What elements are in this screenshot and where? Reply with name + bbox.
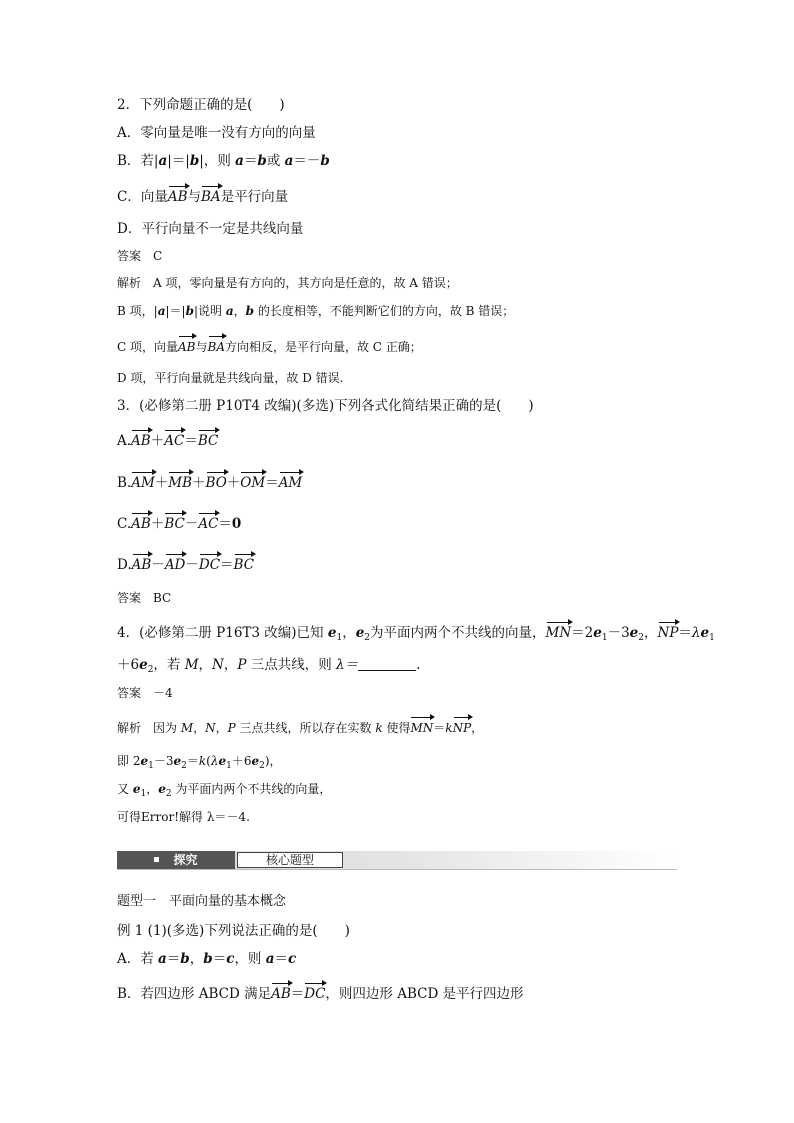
q4-title-line2: $+6e_2$，若 M，N，P 三点共线，则 λ＝ . (117, 657, 421, 675)
vector-ab: AB (178, 337, 195, 356)
answer-blank (358, 658, 416, 671)
type1-heading: 题型一 平面向量的基本概念 (117, 894, 287, 909)
vector-ba: BA (208, 337, 225, 356)
q3-option-a: A.AB＋AC＝BC (117, 433, 219, 449)
q2-option-a: A．零向量是唯一没有方向的向量 (117, 125, 316, 141)
q3-option-d: D.AB－AD－DC＝BC (117, 557, 255, 573)
q2-explanation-3: C 项，向量AB与BA方向相反，是平行向量，故 C 正确； (117, 337, 422, 356)
q3-option-b: B.AM＋MB＋BO＋OM＝AM (117, 475, 303, 491)
example1-option-b: B．若四边形 ABCD 满足AB＝DC，则四边形 ABCD 是平行四边形 (117, 986, 524, 1002)
square-bullet-icon (154, 857, 159, 862)
q2-explanation-2: B 项，|a|＝|b|说明 a，b 的长度相等，不能判断它们的方向，故 B 错误； (117, 304, 515, 318)
example1-option-a: A．若 a＝b，b＝c，则 a＝c (117, 951, 297, 967)
q3-answer: 答案 BC (117, 591, 172, 605)
q4-explanation-3: 又 $e_1$，$e_2$ 为平面内两个不共线的向量， (117, 782, 332, 799)
q3-option-c: C.AB＋BC－AC＝0 (117, 516, 242, 532)
q2-answer: 答案 C (117, 249, 163, 263)
section-banner (117, 851, 677, 870)
vector-ab: AB (167, 189, 188, 205)
q4-title-line1: 4．(必修第二册 P16T3 改编)已知 $e_1$，$e_2$为平面内两个不共线的向量，$MN=2e_1-3e_2$，$NP=\lambda e_1$ (117, 625, 715, 643)
example1-title: 例 1 (1)(多选)下列说法正确的是( ) (117, 923, 350, 939)
vector-ba: BA (201, 189, 221, 205)
q3-title: 3．(必修第二册 P10T4 改编)(多选)下列各式化简结果正确的是( ) (117, 398, 534, 414)
section-tag: 探究 (117, 851, 235, 869)
q2-title: 2．下列命题正确的是( ) (117, 97, 285, 113)
q4-explanation-2: 即 $2e_1-3e_2=k(\lambda e_1+6e_2)$， (117, 754, 282, 771)
q4-explanation-4: 可得Error!解得 λ＝－4. (117, 810, 250, 824)
q2-option-b: B．若|a|＝|b|，则 a＝b或 a＝－b (117, 153, 330, 169)
q2-explanation-1: 解析 A 项，零向量是有方向的，其方向是任意的，故 A 错误； (117, 276, 458, 290)
q4-explanation-1: 解析 因为 M，N，P 三点共线，所以存在实数 k 使得MN＝kNP， (117, 718, 483, 737)
q2-option-d: D．平行向量不一定是共线向量 (117, 221, 304, 237)
q2-explanation-4: D 项，平行向量就是共线向量，故 D 错误. (117, 371, 344, 385)
q4-answer: 答案 －4 (117, 686, 173, 700)
section-label: 核心题型 (237, 852, 343, 868)
q2-option-c: C．向量AB与BA是平行向量 (117, 189, 289, 205)
